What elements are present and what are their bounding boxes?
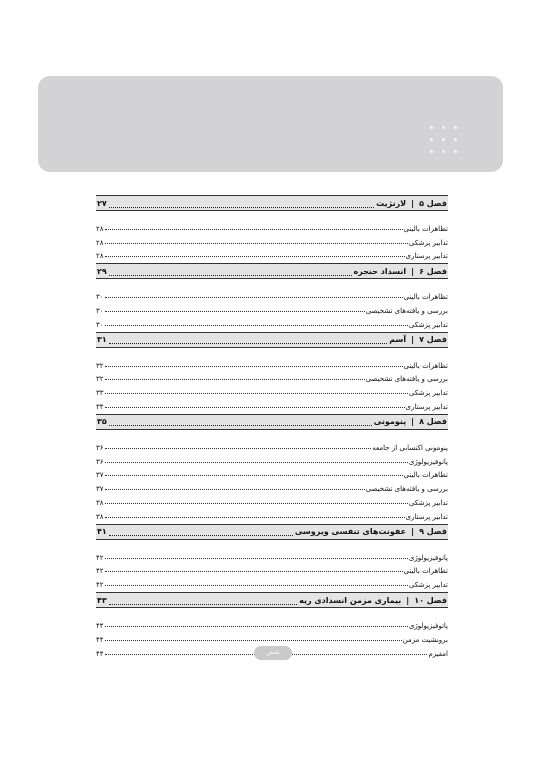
toc-entry[interactable] <box>96 616 448 630</box>
entry-page: ۳۸ <box>96 498 104 507</box>
entry-page: ۳۰ <box>96 320 104 329</box>
toc-entry[interactable] <box>96 562 448 576</box>
chapter-label: فصل ۹ <box>419 527 447 537</box>
entry-page: ۳۶ <box>96 443 104 452</box>
dot-leader <box>105 558 408 559</box>
dot-leader <box>105 379 365 380</box>
entry-page: ۳۲ <box>96 375 104 384</box>
entry-page: ۳۸ <box>96 512 104 521</box>
entry-title: برونشیت مزمن <box>402 635 448 644</box>
entry-page: ۴۴ <box>96 635 104 644</box>
entry-page: ۲۸ <box>96 252 104 261</box>
chapter-heading[interactable] <box>96 332 448 348</box>
dot-leader <box>105 311 365 312</box>
entry-title: بررسی و یافته‌های تشخیصی <box>365 375 448 384</box>
toc-entry[interactable] <box>96 397 448 411</box>
entry-page: ۲۸ <box>96 224 104 233</box>
chapter-label: فصل ۸ <box>419 417 447 427</box>
dot-leader <box>105 489 365 490</box>
dot-leader <box>109 199 374 208</box>
separator: | <box>411 335 415 345</box>
decorative-dots-icon <box>430 126 464 158</box>
entry-title: تدابیر پزشکی <box>408 389 448 398</box>
chapter-title: عفونت‌های تنفسی ویروسی <box>294 527 407 537</box>
toc-entry[interactable] <box>96 438 448 452</box>
chapter-page: ۳۵ <box>97 417 107 427</box>
toc-entry[interactable] <box>96 575 448 589</box>
entry-title: تدابیر پرستاری <box>405 402 448 411</box>
dot-leader <box>109 417 372 426</box>
toc-entry[interactable] <box>96 370 448 384</box>
dot-leader <box>105 503 408 504</box>
toc-entry[interactable] <box>96 233 448 247</box>
separator: | <box>411 417 415 427</box>
toc-entry[interactable] <box>96 479 448 493</box>
toc-entry[interactable] <box>96 493 448 507</box>
chapter-title: آسم <box>389 335 407 345</box>
dot-leader <box>105 462 408 463</box>
entry-title: پاتوفیزیولوژی <box>408 621 448 630</box>
entry-page: ۴۲ <box>96 553 104 562</box>
entry-title: تدابیر پزشکی <box>408 498 448 507</box>
entry-title: تدابیر پرستاری <box>405 512 448 521</box>
chapter-page: ۴۱ <box>97 527 107 537</box>
entry-title: تظاهرات بالینی <box>403 361 448 370</box>
entry-page: ۴۲ <box>96 567 104 576</box>
entry-page: ۳۲ <box>96 361 104 370</box>
dot-leader <box>105 626 408 627</box>
entry-title: تظاهرات بالینی <box>403 293 448 302</box>
entry-title: تظاهرات بالینی <box>403 471 448 480</box>
toc-entry[interactable] <box>96 466 448 480</box>
toc-entry[interactable] <box>96 247 448 261</box>
entry-title: پنومونی اکتسابی از جامعه <box>372 443 448 452</box>
chapter-title: انسداد حنجره <box>353 266 407 276</box>
chapter-heading[interactable] <box>96 195 448 211</box>
chapter-heading[interactable] <box>96 414 448 430</box>
dot-leader <box>105 325 408 326</box>
chapter-label: فصل ۶ <box>419 266 447 276</box>
chapter-label: فصل ۱۰ <box>414 595 447 605</box>
chapter-page: ۲۷ <box>97 198 107 208</box>
toc-entry[interactable] <box>96 548 448 562</box>
separator: | <box>411 198 415 208</box>
entry-page: ۴۲ <box>96 581 104 590</box>
dot-leader <box>105 448 372 449</box>
dot-leader <box>105 243 408 244</box>
entry-title: بررسی و یافته‌های تشخیصی <box>365 485 448 494</box>
dot-leader <box>105 229 403 230</box>
entry-page: ۴۴ <box>96 621 104 630</box>
entry-page: ۳۳ <box>96 389 104 398</box>
chapter-title: پنومونی <box>373 417 407 427</box>
chapter-title: لارنژیت <box>376 198 407 208</box>
toc-entry[interactable] <box>96 219 448 233</box>
toc-entry[interactable] <box>96 507 448 521</box>
chapter-heading[interactable] <box>96 592 448 608</box>
entry-page: ۴۴ <box>96 649 104 658</box>
entry-page: ۳۶ <box>96 457 104 466</box>
entry-title: تدابیر پزشکی <box>408 320 448 329</box>
dot-leader <box>105 475 403 476</box>
entry-title: بررسی و یافته‌های تشخیصی <box>365 306 448 315</box>
chapter-page: ۲۹ <box>97 266 107 276</box>
dot-leader <box>105 256 405 257</box>
entry-page: ۳۰ <box>96 306 104 315</box>
chapter-page: ۴۳ <box>97 595 107 605</box>
entry-title: پاتوفیزیولوژی <box>408 553 448 562</box>
entry-title: تدابیر پزشکی <box>408 238 448 247</box>
entry-page: ۳۴ <box>96 402 104 411</box>
entry-title: تدابیر پزشکی <box>408 581 448 590</box>
page-number: شش <box>254 646 292 660</box>
table-of-contents <box>96 192 448 658</box>
dot-leader <box>105 366 403 367</box>
chapter-label: فصل ۷ <box>419 335 447 345</box>
toc-entry[interactable] <box>96 315 448 329</box>
separator: | <box>411 527 415 537</box>
dot-leader <box>105 571 403 572</box>
entry-title: تظاهرات بالینی <box>403 567 448 576</box>
dot-leader <box>105 297 403 298</box>
toc-entry[interactable] <box>96 630 448 644</box>
entry-title: تدابیر پرستاری <box>405 252 448 261</box>
dot-leader <box>109 335 387 344</box>
chapter-title: بیماری مزمن انسدادی ریه <box>299 595 402 605</box>
entry-title: امفیزم <box>428 649 448 658</box>
separator: | <box>411 266 415 276</box>
toc-entry[interactable] <box>96 287 448 301</box>
dot-leader <box>105 640 402 641</box>
dot-leader <box>109 267 352 276</box>
chapter-heading[interactable] <box>96 524 448 540</box>
toc-entry[interactable] <box>96 452 448 466</box>
separator: | <box>406 595 410 605</box>
dot-leader <box>105 517 405 518</box>
toc-entry[interactable] <box>96 301 448 315</box>
chapter-heading[interactable] <box>96 263 448 279</box>
chapter-label: فصل ۵ <box>419 198 447 208</box>
dot-leader <box>109 596 297 605</box>
entry-page: ۲۸ <box>96 238 104 247</box>
dot-leader <box>105 407 405 408</box>
chapter-page: ۳۱ <box>97 335 107 345</box>
entry-page: ۳۰ <box>96 293 104 302</box>
entry-page: ۳۷ <box>96 485 104 494</box>
dot-leader <box>109 527 293 536</box>
entry-title: پاتوفیزیولوژی <box>408 457 448 466</box>
entry-title: تظاهرات بالینی <box>403 224 448 233</box>
entry-page: ۳۷ <box>96 471 104 480</box>
toc-entry[interactable] <box>96 356 448 370</box>
toc-entry[interactable] <box>96 383 448 397</box>
dot-leader <box>105 585 408 586</box>
dot-leader <box>105 393 408 394</box>
